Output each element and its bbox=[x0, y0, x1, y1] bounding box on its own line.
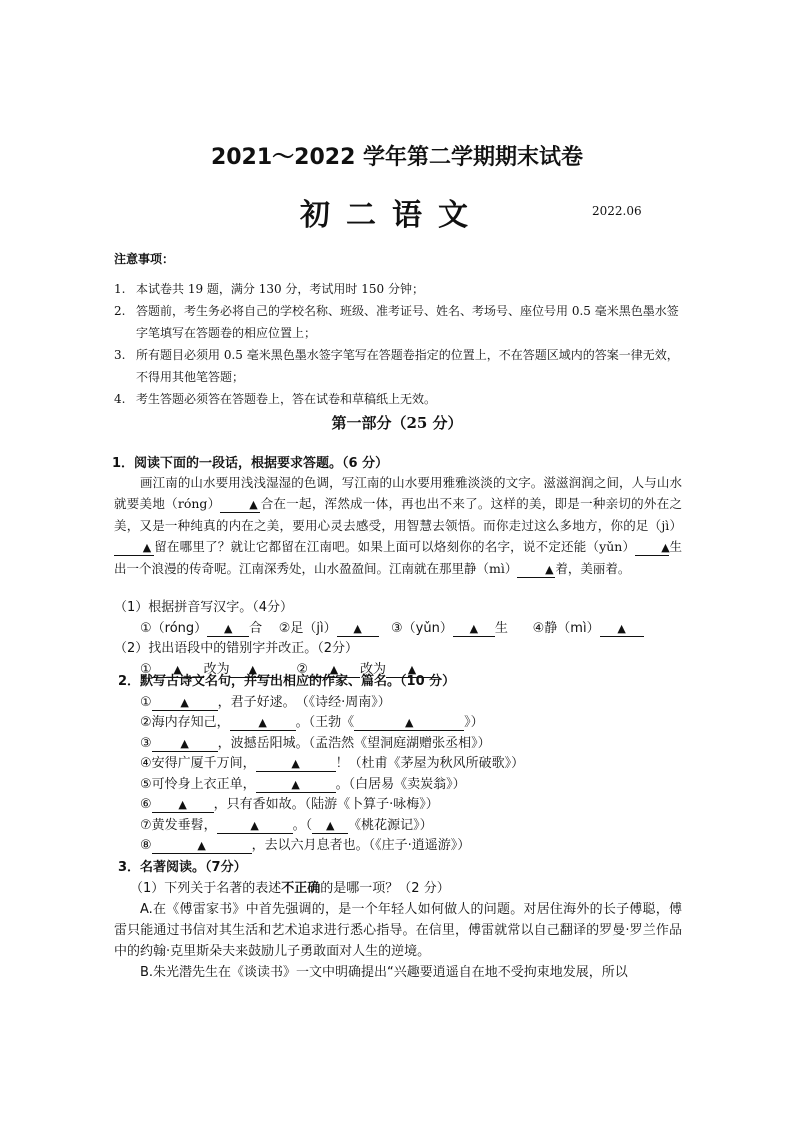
answer-blank[interactable]: ▲ bbox=[114, 541, 154, 556]
q2-line: ②海内存知己， ▲ 。（王勃《 ▲ 》） bbox=[140, 715, 484, 730]
answer-blank[interactable]: ▲ bbox=[152, 839, 252, 854]
exam-title: 2021～2022 学年第二学期期末试卷 bbox=[210, 145, 584, 170]
q2-line: ③ ▲ ，波撼岳阳城。（孟浩然《望洞庭湖赠张丞相》） bbox=[140, 735, 491, 751]
q3-option-a: A.在《傅雷家书》中首先强调的，是一个年轻人如何做人的问题。对居住海外的长子傅聪，傅雷只能通过书信对其生活和艺术追求进行悉心指导。在信里，傅雷就常以自己翻译的罗曼·罗兰作品中的约翰·克里斯朵夫来鼓励儿子勇敢面对人生的逆境。 bbox=[114, 902, 682, 959]
q2-line: ⑤可怜身上衣正单， ▲ 。（白居易《卖炭翁》） bbox=[140, 776, 466, 792]
q1-subquestions bbox=[114, 598, 682, 680]
q1-sub2-items: ① ▲ 改为 ▲ ② ▲ 改为 ▲ bbox=[114, 660, 682, 681]
answer-blank[interactable]: ▲ bbox=[207, 622, 249, 637]
answer-blank[interactable]: ▲ bbox=[600, 622, 644, 637]
answer-blank[interactable]: ▲ bbox=[354, 716, 464, 731]
answer-blank[interactable]: ▲ bbox=[308, 663, 360, 678]
answer-blank[interactable]: ▲ bbox=[217, 819, 293, 834]
q1-heading: 1．阅读下面的一段话，根据要求答题。（6 分） bbox=[112, 456, 389, 471]
q2-line: ④安得广厦千万间， ▲ ！（杜甫《茅屋为秋风所破歌》） bbox=[140, 756, 525, 771]
answer-blank[interactable]: ▲ bbox=[635, 541, 669, 556]
answer-blank[interactable]: ▲ bbox=[337, 622, 379, 637]
part1-heading: 第一部分（25 分） bbox=[331, 414, 463, 432]
notice-heading: 注意事项： bbox=[114, 252, 175, 266]
q2 bbox=[114, 672, 682, 857]
q3-option-b: B.朱光潜先生在《谈读书》一文中明确提出“兴趣要逍遥自在地不受拘束地发展，所以 bbox=[140, 965, 628, 980]
answer-blank[interactable]: ▲ bbox=[220, 498, 260, 513]
answer-blank[interactable]: ▲ bbox=[256, 778, 336, 793]
notice-item: 2. 答题前，考生务必将自己的学校名称、班级、准考证号、姓名、考场号、座位号用 0.5 毫米黑色墨水签字笔填写在答题卷的相应位置上； bbox=[114, 304, 679, 340]
answer-blank[interactable]: ▲ bbox=[256, 757, 336, 772]
q3-heading: 3．名著阅读。（7分） bbox=[118, 860, 247, 875]
q2-heading: 2．默写古诗文名句，并写出相应的作家、篇名。（10 分） bbox=[118, 674, 456, 689]
answer-blank[interactable]: ▲ bbox=[453, 622, 495, 637]
q3-sub1: （1）下列关于名著的表述不正确的是哪一项？（2 分） bbox=[130, 880, 450, 896]
q1-sub1-items: ①（róng） ▲ 合 ②足（jì） ▲ ③（yǔn） ▲ 生 ④静（mì） ▲ bbox=[114, 619, 682, 640]
q1-passage: 画江南的山水要用浅浅湿湿的色调，写江南的山水要用雅雅淡淡的文字。滋滋润润之间，人与山水就要美地（róng） ▲ 合在一起，浑然成一体，再也出不来了。这样的美，即是一种亲切的外在之美，又是一种纯真的内在之美，要用心灵去感受，用智慧去领悟。而你走过这么多地方，你的足（jì）▲ 留在哪里了？就让它都留在江南吧。如果上面可以烙刻你的名字，说不定还能（yǔn） ▲生出一个浪漫的传奇呢。江南深秀处，山水盈盈间。江南就在那里静（mì） ▲ 着，美丽着。 bbox=[114, 475, 682, 576]
notice-item: 3. 所有题目必须用 0.5 毫米黑色墨水签字笔写在答题卷指定的位置上，不在答题区域内的答案一律无效，不得用其他笔答题； bbox=[114, 348, 679, 384]
answer-blank[interactable]: ▲ bbox=[230, 716, 296, 731]
q2-line: ⑧ ▲ ，去以六月息者也。（《庄子·逍遥游》） bbox=[140, 838, 471, 853]
q2-line: ⑦黄发垂髫， ▲ 。（ ▲ 《桃花源记》） bbox=[140, 817, 433, 833]
q1-sub1-label: （1）根据拼音写汉字。（4分） bbox=[114, 600, 294, 615]
answer-blank[interactable]: ▲ bbox=[152, 663, 204, 678]
answer-blank[interactable]: ▲ bbox=[312, 819, 348, 834]
exam-subject: 初二语文 bbox=[300, 198, 484, 233]
notice-item: 4. 考生答题必须答在答题卷上，答在试卷和草稿纸上无效。 bbox=[114, 392, 437, 406]
answer-blank[interactable]: ▲ bbox=[152, 798, 214, 813]
answer-blank[interactable]: ▲ bbox=[152, 696, 218, 711]
answer-blank[interactable]: ▲ bbox=[386, 663, 438, 678]
q2-line: ① ▲ ，君子好逑。 （《诗经·周南》） bbox=[140, 694, 391, 710]
answer-blank[interactable]: ▲ bbox=[230, 663, 276, 678]
q2-line: ⑥ ▲ ，只有香如故。（陆游《卜算子·咏梅》） bbox=[140, 797, 439, 812]
answer-blank[interactable]: ▲ bbox=[517, 563, 555, 578]
q3 bbox=[114, 858, 682, 983]
q1-sub2-label: （2）找出语段中的错别字并改正。（2分） bbox=[114, 641, 359, 656]
notice-item: 1. 本试卷共 19 题，满分 130 分，考试用时 150 分钟； bbox=[114, 282, 424, 296]
answer-blank[interactable]: ▲ bbox=[152, 737, 218, 752]
exam-date: 2022.06 bbox=[592, 204, 642, 218]
notice-list bbox=[114, 278, 684, 410]
